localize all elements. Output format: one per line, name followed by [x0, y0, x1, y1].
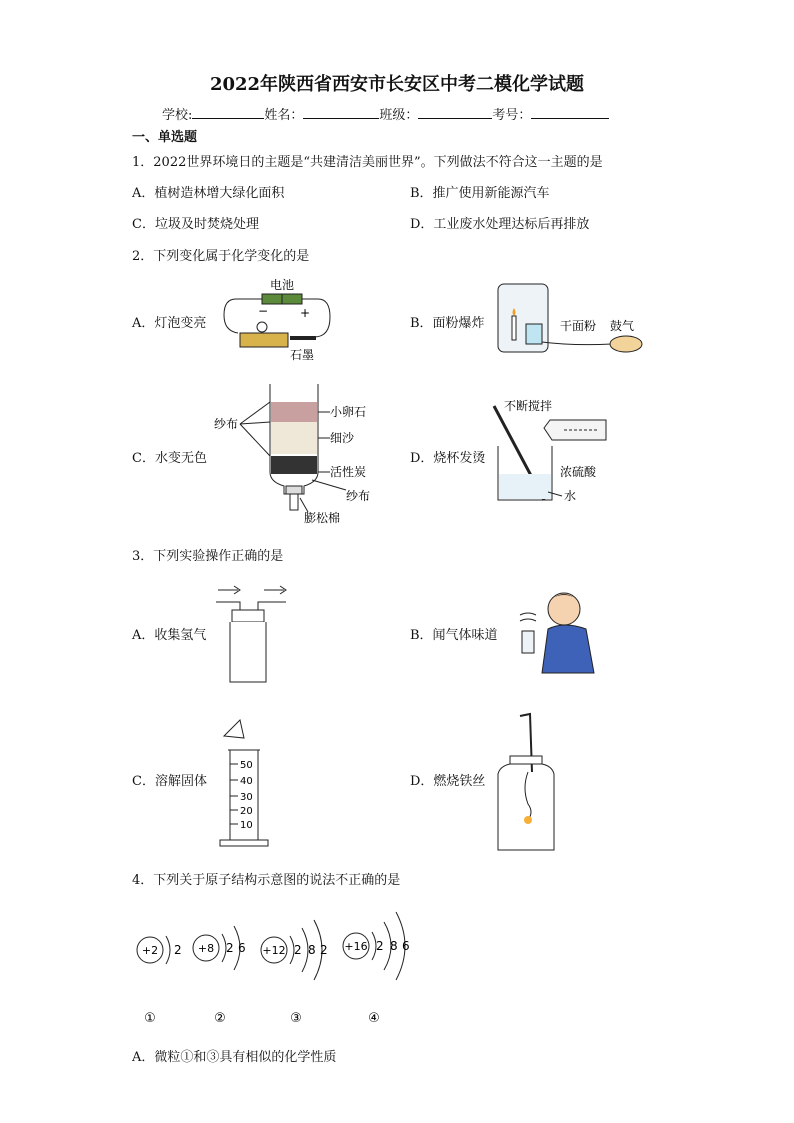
shell-electrons: 2	[376, 939, 384, 953]
flour-label: 干面粉	[560, 319, 597, 333]
section-heading: 一、单选题	[132, 130, 198, 145]
shell-electrons: 2	[174, 943, 182, 957]
q1-option-a: A．植树造林增大绿化面积	[132, 186, 285, 201]
cotton-label: 膨松棉	[304, 511, 341, 525]
atom-1	[137, 936, 182, 1026]
school-blank	[192, 104, 264, 119]
carbon-label: 活性炭	[330, 465, 367, 479]
plus-sign: +	[300, 306, 311, 320]
q1-option-b: B．推广使用新能源汽车	[410, 186, 550, 201]
q3-option-a: A．收集氢气	[132, 628, 207, 643]
acid-dilution-diagram	[488, 396, 648, 508]
pebble-layer	[271, 402, 317, 422]
school-label: 学校:	[162, 108, 193, 123]
bulb-base	[240, 333, 288, 347]
acid-label: 浓硫酸	[560, 465, 597, 479]
name-blank	[303, 104, 379, 119]
q2-option-b: B．面粉爆炸	[410, 316, 485, 331]
atom-label: ③	[290, 1011, 302, 1026]
iron-wire	[525, 772, 531, 820]
nucleus-charge: +16	[344, 940, 368, 953]
tick-50: 50	[240, 760, 253, 771]
graphite-label: 石墨	[290, 348, 315, 362]
nucleus-charge: +8	[197, 942, 215, 955]
cloth-label-left: 纱布	[214, 417, 239, 431]
q3-stem: 3．下列实验操作正确的是	[132, 549, 284, 564]
shell-electrons: 8	[308, 943, 316, 957]
water-filter-diagram	[212, 380, 382, 528]
sand-label: 细沙	[330, 431, 355, 445]
small-cup	[526, 324, 542, 344]
tick-10: 10	[240, 820, 253, 831]
q1-option-c: C．垃圾及时焚烧处理	[132, 217, 259, 232]
iron-wire-jar	[490, 712, 562, 852]
cloth-label-right: 纱布	[346, 489, 371, 503]
nucleus-charge: +12	[262, 944, 286, 957]
stir-label: 不断搅拌	[504, 399, 553, 413]
number-label: 考号：	[492, 108, 532, 123]
nucleus-charge: +2	[141, 944, 159, 957]
q1-option-d: D．工业废水处理达标后再排放	[410, 217, 590, 232]
flour-explosion-diagram	[494, 280, 650, 360]
tick-40: 40	[240, 776, 253, 787]
graduated-cylinder	[214, 712, 278, 848]
bulb-icon	[257, 322, 267, 332]
paper-funnel-icon	[224, 720, 244, 738]
smelling-gas-figure	[508, 585, 604, 677]
q2-option-d: D．烧杯发烫	[410, 451, 486, 466]
atomic-structure-diagrams	[130, 896, 430, 1034]
atom-label: ②	[214, 1011, 226, 1026]
tick-30: 30	[240, 792, 253, 803]
page-title: 2022年陕西省西安市长安区中考二模化学试题	[209, 74, 585, 95]
bulb-pump-icon	[610, 336, 642, 352]
sand-layer	[271, 422, 317, 454]
pebble-label: 小卵石	[330, 405, 367, 419]
blow-label: 鼓气	[610, 319, 635, 333]
q2-option-c: C．水变无色	[132, 451, 207, 466]
q4-option-a: A．微粒①和③具有相似的化学性质	[132, 1050, 337, 1065]
shell-electrons: 2	[294, 943, 302, 957]
water-label: 水	[564, 489, 577, 503]
atom-2	[193, 926, 246, 1026]
circuit-diagram	[218, 275, 338, 363]
shell-electrons: 2	[320, 943, 328, 957]
q2-stem: 2．下列变化属于化学变化的是	[132, 249, 310, 264]
atom-4	[343, 912, 410, 1026]
water-in-beaker	[499, 474, 551, 499]
graphite-rod	[290, 336, 316, 340]
atom-3	[261, 920, 328, 1026]
q3-option-d: D．燃烧铁丝	[410, 774, 486, 789]
person-body	[542, 625, 594, 673]
class-label: 班级：	[379, 108, 419, 123]
gas-bottle-icon	[522, 631, 534, 653]
minus-sign: −	[258, 304, 269, 318]
q3-option-b: B．闻气体味道	[410, 628, 498, 643]
spark-icon	[524, 816, 532, 824]
person-head	[548, 593, 580, 625]
class-blank	[418, 104, 492, 119]
shell-electrons: 8	[390, 939, 398, 953]
carbon-layer	[271, 456, 317, 474]
name-label: 姓名：	[264, 108, 304, 123]
cylinder-scale	[230, 760, 253, 831]
q4-stem: 4．下列关于原子结构示意图的说法不正确的是	[132, 873, 401, 888]
q1-stem: 1．2022世界环境日的主题是“共建清洁美丽世界”。下列做法不符合这一主题的是	[132, 155, 603, 170]
atom-label: ④	[368, 1011, 380, 1026]
q3-option-c: C．溶解固体	[132, 774, 207, 789]
gas-collection-bottle	[210, 582, 300, 688]
shell-electrons: 6	[402, 939, 410, 953]
student-info-line	[162, 104, 609, 123]
number-blank	[531, 104, 609, 119]
q2-option-a: A．灯泡变亮	[132, 316, 207, 331]
candle-icon	[512, 316, 516, 340]
battery-label: 电池	[270, 278, 295, 292]
shell-electrons: 6	[238, 941, 246, 955]
atom-label: ①	[144, 1011, 156, 1026]
tick-20: 20	[240, 806, 253, 817]
shell-electrons: 2	[226, 941, 234, 955]
